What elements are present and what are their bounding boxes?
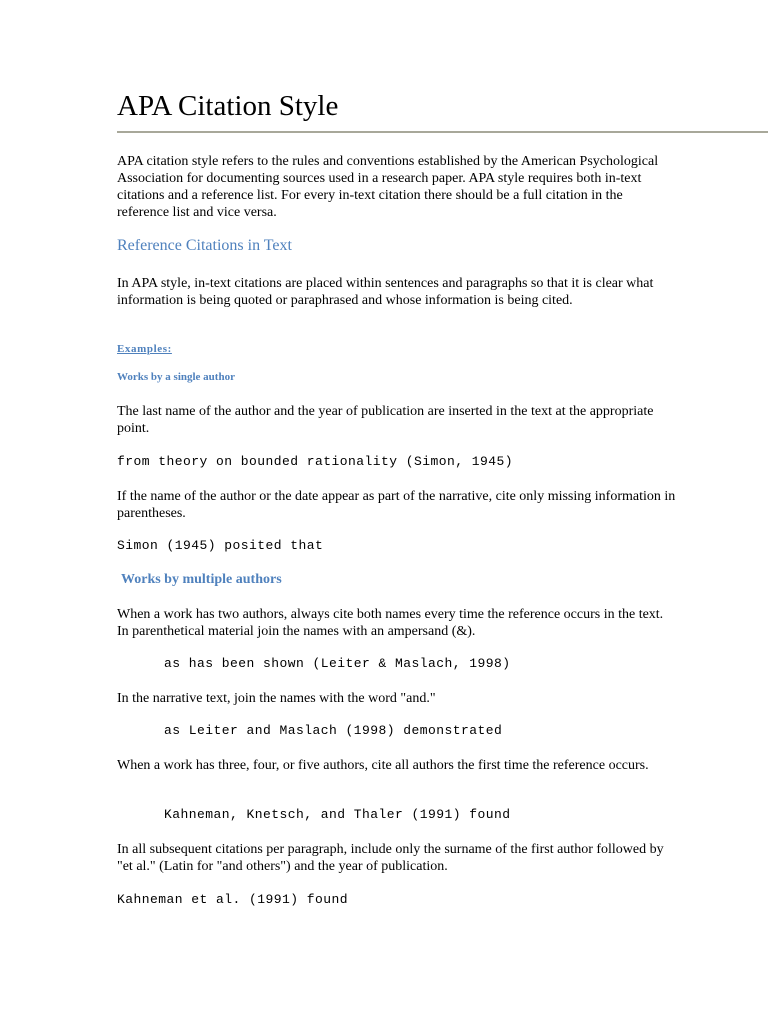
page-title: APA Citation Style [117, 90, 339, 122]
code-example-leiter-maslach-and: as Leiter and Maslach (1998) demonstrated [164, 723, 503, 738]
multiple-authors-paragraph-3: When a work has three, four, or five authors, cite all authors the first time the reference occurs. [117, 758, 649, 773]
subheading-multiple-authors: Works by multiple authors [121, 572, 282, 587]
title-divider [117, 131, 768, 133]
code-example-kahneman-full: Kahneman, Knetsch, and Thaler (1991) found [164, 807, 511, 822]
code-example-leiter-maslach-ampersand: as has been shown (Leiter & Maslach, 1998) [164, 656, 511, 671]
intro-paragraph: APA citation style refers to the rules and conventions established by the American Psychological Association for documenting sources used in a research paper. APA style requires both in-text citations and a reference list. For every in-text citation there should be a full citation in the reference list and vice versa. [117, 154, 659, 220]
code-example-simon-1945: from theory on bounded rationality (Simon, 1945) [117, 454, 514, 469]
code-example-simon-posited: Simon (1945) posited that [117, 538, 324, 553]
multiple-authors-paragraph-2: In the narrative text, join the names with the word "and." [117, 691, 436, 706]
subheading-single-author: Works by a single author [117, 371, 235, 383]
multiple-authors-paragraph-4: In all subsequent citations per paragraph, include only the surname of the first author followed by "et al." (Latin for "and others") and the year of publication. [117, 842, 664, 874]
section-heading-reference-citations: Reference Citations in Text [117, 237, 292, 254]
code-example-kahneman-et-al: Kahneman et al. (1991) found [117, 892, 349, 907]
single-author-paragraph-2: If the name of the author or the date appear as part of the narrative, cite only missing information in parentheses. [117, 489, 676, 521]
multiple-authors-paragraph-1: When a work has two authors, always cite both names every time the reference occurs in the text. In parenthetical material join the names with an ampersand (&). [117, 607, 664, 639]
examples-label: Examples: [117, 343, 172, 355]
in-text-citations-paragraph: In APA style, in-text citations are placed within sentences and paragraphs so that it is clear what information is being quoted or paraphrased and whose information is being cited. [117, 276, 654, 308]
single-author-paragraph-1: The last name of the author and the year of publication are inserted in the text at the appropriate point. [117, 404, 654, 436]
